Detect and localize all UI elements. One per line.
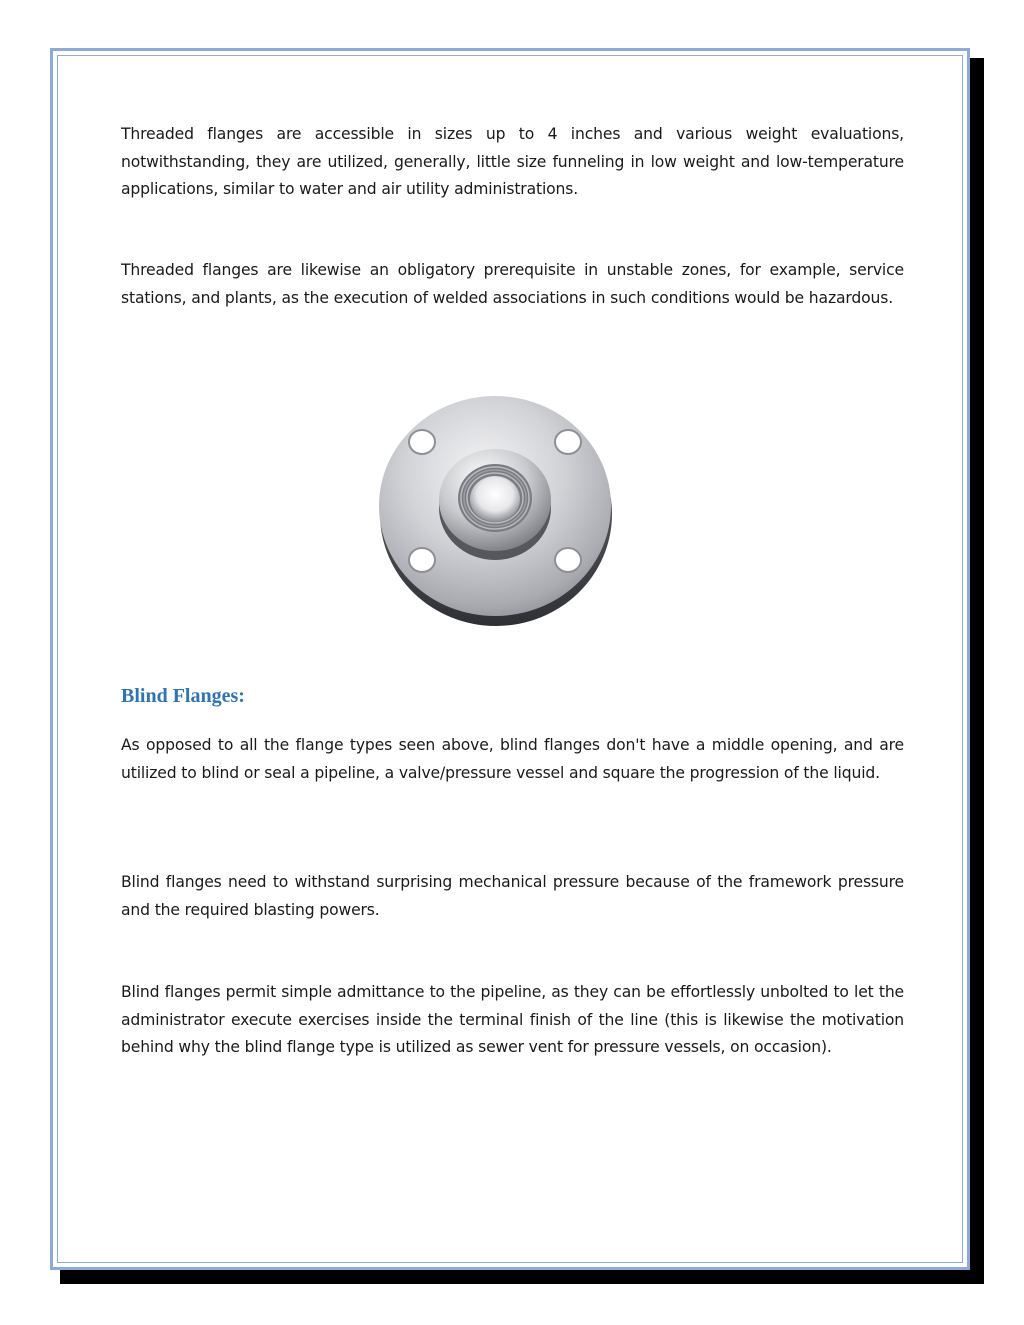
bolt-hole: [555, 430, 581, 454]
threaded-flange-image: [365, 380, 625, 640]
bolt-hole: [409, 430, 435, 454]
paragraph-blind-definition: As opposed to all the flange types seen above, blind flanges don't have a middle opening, and are utilized to blind or seal a pipeline, a valve/pressure vessel and square the progression of the liquid.: [121, 736, 904, 782]
paragraph-blind-access: Blind flanges permit simple admittance to the pipeline, as they can be effortlessly unbolted to let the administrator execute exercises inside the terminal finish of the line (this is likewise the motivation behind why the blind flange type is utilized as sewer vent for pressure vessels, on occasion).: [121, 983, 904, 1056]
bore-opening: [470, 476, 520, 522]
paragraph-threaded-sizes: Threaded flanges are accessible in sizes up to 4 inches and various weight evaluations, notwithstanding, they are utilized, generally, little size funneling in low weight and low-temperature applications, similar to water and air utility administrations.: [121, 125, 904, 198]
paragraph-blind-pressure: Blind flanges need to withstand surprising mechanical pressure because of the framework pressure and the required blasting powers.: [121, 873, 904, 919]
page-frame: [50, 48, 970, 1270]
bolt-hole: [409, 548, 435, 572]
paragraph-threaded-unstable-zones: Threaded flanges are likewise an obligatory prerequisite in unstable zones, for example, service stations, and plants, as the execution of welded associations in such conditions would be hazardous.: [121, 261, 904, 307]
flange-illustration: [365, 380, 625, 640]
section-heading-blind-flanges: Blind Flanges:: [121, 685, 245, 707]
bolt-hole: [555, 548, 581, 572]
